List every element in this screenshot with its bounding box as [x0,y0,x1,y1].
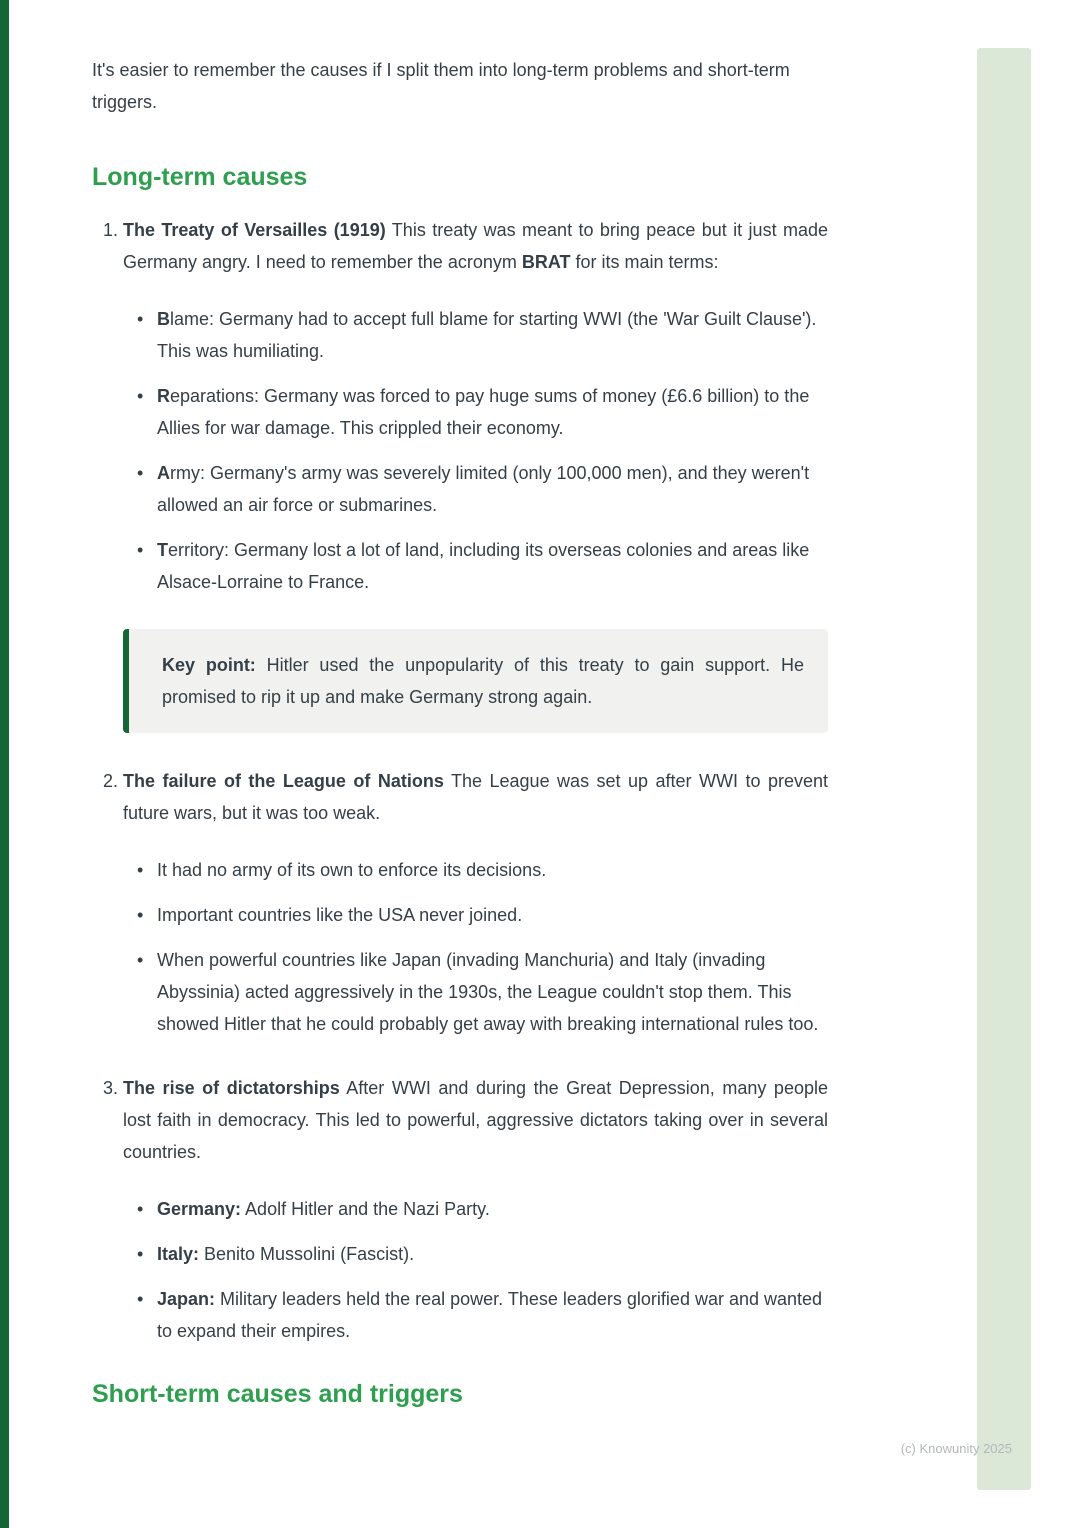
bullet-item-italy [137,1238,828,1270]
list-item-treaty-of-versailles [92,214,828,733]
bullet-item-blame [137,303,828,367]
bullet-text: Benito Mussolini (Fascist). [199,1244,415,1264]
item-number: 3. [103,1078,119,1098]
bullet-text: Adolf Hitler and the Nazi Party. [241,1199,490,1219]
list-item-league-of-nations [92,765,828,1040]
notes-document [92,54,828,1409]
bullet-item-no-army [137,854,828,886]
scrollbar-track[interactable] [977,48,1031,1490]
bullet-lead: Italy: [157,1244,200,1264]
bullet-lead: T [157,540,168,560]
item-body [123,765,828,1040]
item-title: The failure of the League of Nations [123,771,444,791]
bullet-item-territory [137,534,828,598]
bullet-text: When powerful countries like Japan (invading Manchuria) and Italy (invading Abyssinia) acted aggressively in the 1930s, the League couldn't stop them. This showed Hitler that he could probably get away with breaking international rules too. [157,950,819,1034]
bullet-text: eparations: Germany was forced to pay huge sums of money (£6.6 billion) to the Allies for war damage. This crippled their economy. [157,386,810,438]
bullet-lead: R [157,386,170,406]
bullet-text: It had no army of its own to enforce its decisions. [157,860,547,880]
bullet-list [123,854,828,1040]
bullet-text: rmy: Germany's army was severely limited (only 100,000 men), and they weren't allowed an air force or submarines. [157,463,810,515]
item-title: The Treaty of Versailles (1919) [123,220,386,240]
item-title: The rise of dictatorships [123,1078,340,1098]
bullet-lead: A [157,463,170,483]
item-text: After WWI and during the Great Depression, many people lost faith in democracy. This led to powerful, aggressive dictators taking over in several countries. [123,1078,828,1162]
item-text: for its main terms: [570,252,719,272]
bullet-text: lame: Germany had to accept full blame for starting WWI (the 'War Guilt Clause'). This was humiliating. [157,309,817,361]
key-point-callout [123,629,828,733]
bullet-lead: Germany: [157,1199,242,1219]
callout-text: Hitler used the unpopularity of this treaty to gain support. He promised to rip it up and make Germany strong again. [162,655,804,707]
section-heading-short-term: Short-term causes and triggers [92,1380,463,1408]
item-paragraph [123,1072,828,1168]
intro-paragraph: It's easier to remember the causes if I split them into long-term problems and short-term triggers. [92,60,790,112]
item-paragraph [123,765,828,829]
bullet-text: Military leaders held the real power. These leaders glorified war and wanted to expand their empires. [157,1289,823,1341]
item-text: This treaty was meant to bring peace but it just made Germany angry. I need to remember the acronym [123,220,828,272]
list-item-rise-of-dictatorships [92,1072,828,1347]
bullet-item-aggression-unpunished [137,944,828,1040]
acronym-brat: BRAT [521,252,571,272]
bullet-text: Important countries like the USA never joined. [157,905,523,925]
bullet-item-germany [137,1193,828,1225]
section-heading-long-term: Long-term causes [92,163,308,191]
callout-label: Key point: [162,655,256,675]
bullet-item-japan [137,1283,828,1347]
bullet-list [123,1193,828,1347]
item-number: 1. [103,220,119,240]
bullet-item-reparations [137,380,828,444]
bullet-text: erritory: Germany lost a lot of land, including its overseas colonies and areas like Alsace-Lorraine to France. [157,540,810,592]
item-paragraph [123,214,828,278]
item-number: 2. [103,771,119,791]
copyright-notice: (c) Knowunity 2025 [900,1441,1012,1456]
item-body [123,1072,828,1347]
bullet-list [123,303,828,598]
bullet-item-army [137,457,828,521]
bullet-lead: B [157,309,170,329]
item-body [123,214,828,733]
item-text: The League was set up after WWI to prevent future wars, but it was too weak. [123,771,828,823]
page-edge-accent [0,0,9,1528]
bullet-item-usa-never-joined [137,899,828,931]
bullet-lead: Japan: [157,1289,216,1309]
